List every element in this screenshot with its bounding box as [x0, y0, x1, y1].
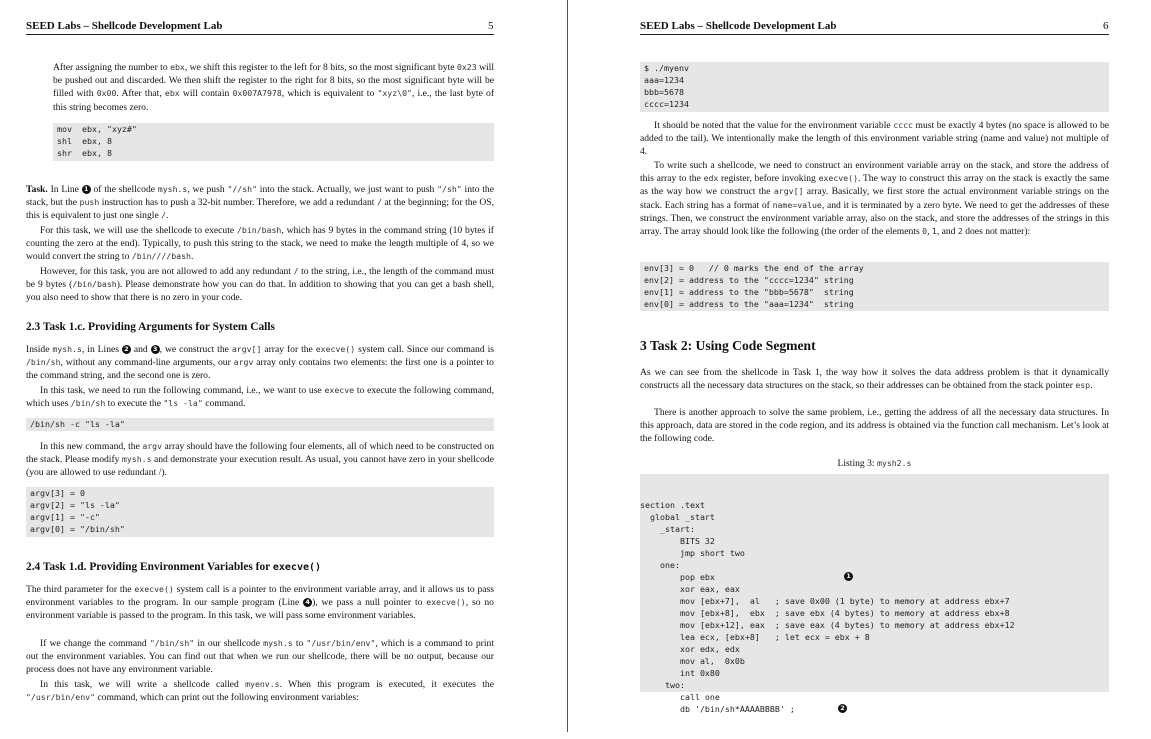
paragraph-shift-explanation: After assigning the number to ebx, we shift this register to the left for 8 bits, so the most significant byte 0x23 will be pushed out and discarded. We then shift the register to the right for 8 bits, so the most significant byte will be filled with 0x00. After that, ebx will contain 0x007A7978, which is equivalent to "xyz\0", i.e., the last byte of this string becomes zero.: [53, 62, 495, 113]
line-marker-1: 1: [82, 185, 91, 194]
listing-line: global _start: [640, 512, 715, 522]
page-number: 6: [1103, 20, 1109, 32]
listing-line: lea ecx, [ebx+8] ; let ecx = ebx + 8: [640, 632, 870, 642]
listing-line: mov [ebx+12], eax ; save eax (4 bytes) to memory at address ebx+12: [640, 620, 1015, 630]
section-3-heading: 3 Task 2: Using Code Segment: [640, 338, 816, 353]
running-header: SEED Labs – Shellcode Development Lab: [640, 20, 837, 32]
paragraph-run-command: In this task, we need to run the following command, i.e., we want to use execve to execute the following command, which uses /bin/sh to execute the "ls -la" command.: [26, 385, 494, 410]
header-rule: [640, 34, 1109, 35]
paragraph-env-pointer: The third parameter for the execve() system call is a pointer to the environment variable array, and it allows us to pass environment variables to the program. In our sample program (Line 4 ), we pass a null pointer to execve(), so no environment variable is passed to the program. In this task, we will pass some environment variables.: [26, 584, 494, 622]
running-header: SEED Labs – Shellcode Development Lab: [26, 20, 223, 32]
paragraph-however: However, for this task, you are not allowed to add any redundant / to the string, i.e., the length of the command must be 9 bytes (/bin/bash). Please demonstrate how you can do that. In addition to showing that you can get a bash shell, you also need to show that there is no zero in your code.: [26, 266, 494, 304]
listing-line: _start:: [640, 524, 695, 534]
listing-line: two:: [640, 680, 685, 690]
listing-line: int 0x80: [640, 668, 720, 678]
paragraph-task: Task. In Line 1 of the shellcode mysh.s, we push "//sh" into the stack. Actually, we just want to push "/sh" into the stack, but the push instruction has to push a 32-bit number. Therefore, we add a redundant / at the beginning; for the OS, this is equivalent to just one single /.: [26, 184, 494, 222]
page-5: [0, 0, 567, 732]
paragraph-myenv: In this task, we will write a shellcode called myenv.s. When this program is executed, it executes the "/usr/bin/env" command, which can print out the following environment variables:: [26, 679, 494, 704]
paragraph-code-region: There is another approach to solve the same problem, i.e., getting the address of all the necessary data structures. In this approach, data are stored in the code region, and its address is obtained via the function call mechanism. Let’s look at the following code.: [640, 407, 1109, 445]
line-marker-2: 2: [122, 345, 131, 354]
paragraph-bash: For this task, we will use the shellcode to execute /bin/bash, which has 9 bytes in the command string (10 bytes if counting the zero at the end). Typically, to push this string to the stack, we need to make the length multiple of 4, so we would convert the string to /bin////bash.: [26, 225, 494, 263]
paragraph-env-command: If we change the command "/bin/sh" in our shellcode mysh.s to "/usr/bin/env", which is a command to print out the environment variables. You can find out that when we run our shellcode, there will be no output, because our process does not have any environment variable.: [26, 638, 494, 676]
listing-line: xor edx, edx: [640, 644, 740, 654]
listing-line: mov [ebx+7], al ; save 0x00 (1 byte) to memory at address ebx+7: [640, 596, 1010, 606]
paragraph-argv: Inside mysh.s, in Lines 2 and 3 , we construct the argv[] array for the execve() system call. Since our command is /bin/sh, without any command-line arguments, our argv array only contains two elements: the first one is a pointer to the command string, and the second one is zero.: [26, 344, 494, 382]
listing-caption: Listing 3: mysh2.s: [837, 458, 912, 469]
listing-line: mov al, 0x0b: [640, 656, 745, 666]
listing-line: call one: [640, 692, 720, 702]
listing-line: mov [ebx+8], ebx ; save ebx (4 bytes) to memory at address ebx+8: [640, 608, 1010, 618]
listing-marker-1: 1: [844, 572, 853, 581]
paragraph-env-array: To write such a shellcode, we need to construct an environment variable array on the stack, and store the address of this array to the edx register, before invoking execve(). The way to construct this array on the stack is exactly the same as the way how we construct the argv[] array. Basically, we first store the actual environment variable strings on the stack. Each string has a format of name=value, and it is terminated by a zero byte. We need to get the addresses of these strings. Then, we construct the environment variable array, also on the stack, and store the addresses of the strings in this array. The array should look like the following (the order of the elements 0, 1, and 2 does not matter):: [640, 160, 1109, 238]
code-block-command: /bin/sh -c "ls -la": [26, 418, 494, 431]
code-block-shift: mov ebx, "xyz#" shl ebx, 8 shr ebx, 8: [53, 123, 494, 161]
listing-line: jmp short two: [640, 548, 745, 558]
line-marker-4: 4: [303, 598, 312, 607]
listing-marker-2: 2: [838, 704, 847, 713]
listing-line: one:: [640, 560, 680, 570]
code-block-argv: argv[3] = 0 argv[2] = "ls -la" argv[1] = "-c" argv[0] = "/bin/sh": [26, 487, 494, 537]
page-number: 5: [488, 20, 494, 32]
line-marker-3: 3: [151, 345, 160, 354]
listing-line: pop ebx 1: [640, 571, 1109, 583]
paragraph-cccc-note: It should be noted that the value for the environment variable cccc must be exactly 4 bytes (no space is allowed to be added to the tail). We intentionally make the length of this environment variable string (name and value) not multiple of 4.: [640, 120, 1109, 158]
section-2-4-heading: 2.4 Task 1.d. Providing Environment Variables for execve(): [26, 561, 322, 573]
paragraph-argv-elements: In this new command, the argv array should have the following four elements, all of which need to be constructed on the stack. Please modify mysh.s and demonstrate your execution result. As usual, you cannot have zero in your shellcode (you are allowed to use redundant /).: [26, 441, 495, 479]
paragraph-task2-intro: As we can see from the shellcode in Task 1, the way how it solves the data address problem is that it dynamically constructs all the necessary data structures on the stack, so their addresses can be obtained from the stack pointer esp.: [640, 367, 1109, 392]
listing-line: BITS 32: [640, 536, 715, 546]
code-block-env-array: env[3] = 0 // 0 marks the end of the array env[2] = address to the "cccc=1234" string env[1] = address to the "bbb=5678" string env[0] = address to the "aaa=1234" string: [640, 262, 1109, 311]
code-listing-mysh2: [640, 474, 1109, 714]
listing-line: db '/bin/sh*AAAABBBB' ; 2: [640, 703, 1109, 715]
listing-line: section .text: [640, 500, 705, 510]
header-rule: [26, 34, 494, 35]
code-block-myenv-output: $ ./myenv aaa=1234 bbb=5678 cccc=1234: [640, 62, 1109, 112]
page-6: [568, 0, 1151, 732]
section-2-3-heading: 2.3 Task 1.c. Providing Arguments for System Calls: [26, 321, 275, 333]
listing-line: xor eax, eax: [640, 584, 740, 594]
